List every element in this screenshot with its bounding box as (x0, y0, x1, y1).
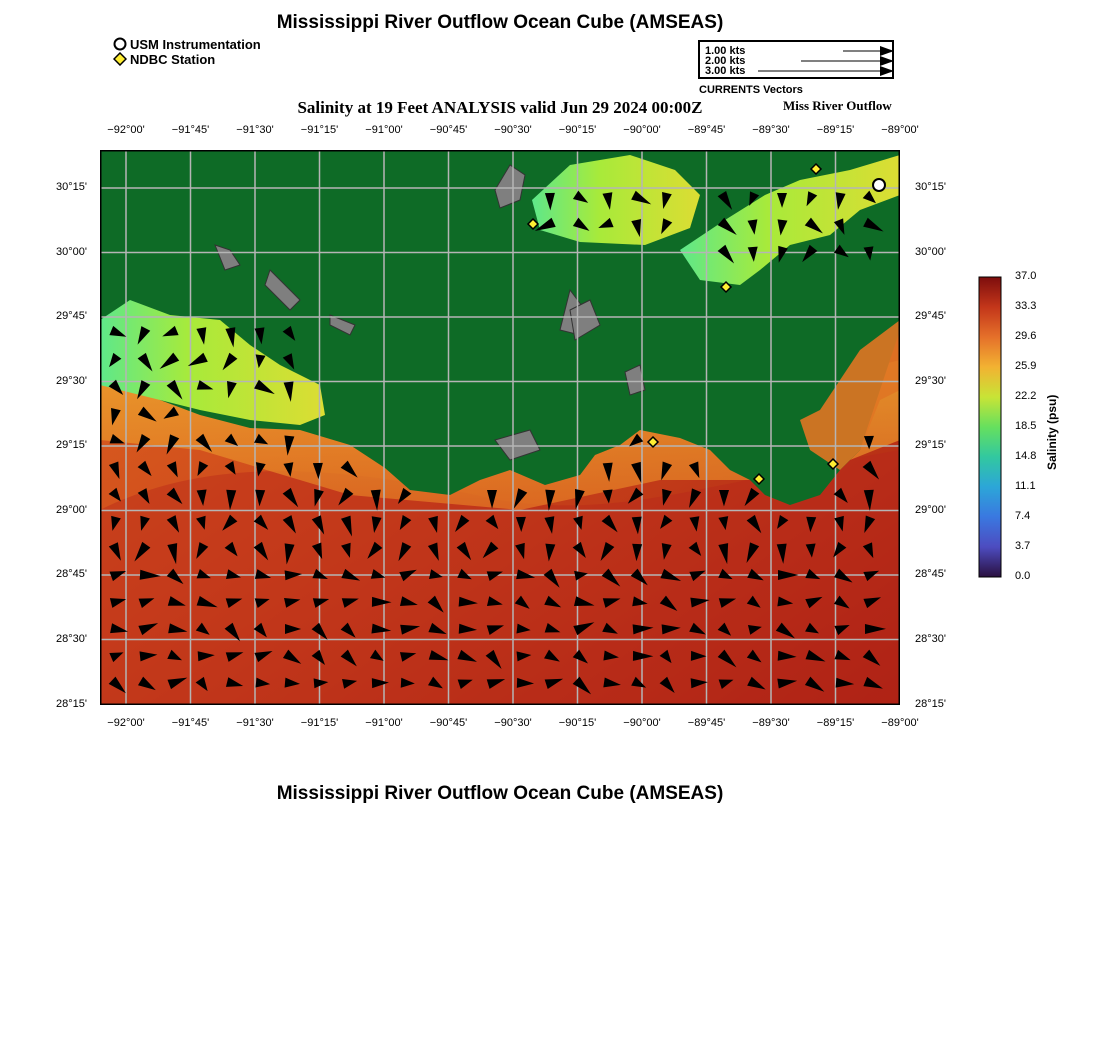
x-tick-label: −89°30' (752, 124, 790, 136)
x-tick-label: −91°15' (300, 717, 339, 729)
colorbar-tick-label: 11.1 (1015, 480, 1036, 492)
x-tick-label: −90°30' (494, 717, 532, 729)
legend-usm (113, 37, 261, 53)
vector-scale-1: 1.00 kts (705, 45, 746, 57)
x-tick-label: −90°15' (558, 124, 597, 136)
salinity-colorbar (978, 276, 1002, 578)
y-tick-label: 30°15' (915, 181, 946, 193)
colorbar-title: Salinity (psu) (1045, 394, 1059, 470)
y-tick-label: 30°00' (56, 245, 87, 258)
x-tick-label: −89°15' (816, 717, 855, 729)
y-tick-label: 29°45' (56, 310, 87, 322)
x-tick-label: −90°45' (429, 124, 468, 136)
colorbar-tick-label: 37.0 (1015, 270, 1037, 282)
y-tick-label: 28°15' (915, 698, 946, 710)
y-tick-label: 30°15' (56, 181, 87, 193)
colorbar-tick-label: 29.6 (1015, 330, 1037, 342)
ndbc-diamond-icon (113, 52, 127, 66)
x-tick-label: −89°45' (687, 124, 726, 136)
x-tick-label: −90°45' (429, 717, 468, 729)
colorbar-tick-label: 22.2 (1015, 390, 1037, 402)
x-tick-label: −91°15' (300, 124, 339, 136)
y-tick-label: 29°00' (56, 503, 87, 516)
x-tick-label: −90°30' (494, 124, 532, 136)
x-tick-label: −91°30' (236, 124, 274, 136)
legend-usm-label: USM Instrumentation (130, 37, 261, 52)
y-tick-label: 28°15' (56, 698, 87, 710)
page-title-bottom: Mississippi River Outflow Ocean Cube (AMSEAS) (276, 783, 724, 804)
usm-circle-icon (113, 37, 127, 51)
x-tick-label: −89°30' (752, 717, 790, 729)
x-tick-label: −92°00' (107, 717, 145, 729)
legend-ndbc-label: NDBC Station (130, 52, 216, 67)
x-tick-label: −89°45' (687, 717, 726, 729)
region-label: Miss River Outflow (783, 98, 892, 113)
salinity-map (100, 150, 900, 705)
colorbar-tick-label: 7.4 (1015, 510, 1031, 522)
y-tick-label: 28°45' (915, 568, 946, 580)
y-tick-label: 30°00' (915, 245, 946, 258)
map-subtitle: Salinity at 19 Feet ANALYSIS valid Jun 29 2024 00:00Z (297, 98, 703, 117)
vector-scale-2: 2.00 kts (705, 55, 746, 67)
y-tick-label: 29°45' (915, 310, 946, 322)
x-tick-label: −91°45' (171, 124, 210, 136)
y-tick-label: 29°15' (56, 439, 87, 451)
y-tick-label: 28°30' (56, 632, 87, 645)
x-tick-label: −90°15' (558, 717, 597, 729)
x-tick-label: −92°00' (107, 124, 145, 136)
vector-scale-3: 3.00 kts (705, 65, 746, 77)
colorbar-tick-label: 0.0 (1015, 570, 1031, 582)
x-tick-label: −89°00' (881, 717, 919, 729)
vector-scale-title: CURRENTS Vectors (699, 84, 803, 96)
colorbar-tick-label: 3.7 (1015, 540, 1031, 552)
x-tick-label: −91°30' (236, 717, 274, 729)
colorbar-tick-label: 25.9 (1015, 360, 1037, 372)
y-tick-label: 28°30' (915, 632, 946, 645)
y-tick-label: 29°15' (915, 439, 946, 451)
colorbar-tick-label: 33.3 (1015, 300, 1037, 312)
legend-ndbc (113, 52, 215, 68)
colorbar-tick-label: 18.5 (1015, 420, 1037, 432)
x-tick-label: −90°00' (623, 717, 661, 729)
y-tick-label: 29°00' (915, 503, 946, 516)
page-title: Mississippi River Outflow Ocean Cube (AMSEAS) (276, 12, 724, 33)
vector-scale-arrows (700, 42, 892, 77)
colorbar-tick-label: 14.8 (1015, 450, 1037, 462)
x-tick-label: −91°45' (171, 717, 210, 729)
x-tick-label: −90°00' (623, 124, 661, 136)
vector-scale-box (698, 40, 894, 79)
y-tick-label: 28°45' (56, 568, 87, 580)
y-tick-label: 29°30' (56, 374, 87, 387)
x-tick-label: −89°15' (816, 124, 855, 136)
y-tick-label: 29°30' (915, 374, 946, 387)
x-tick-label: −89°00' (881, 124, 919, 136)
x-tick-label: −91°00' (365, 124, 403, 136)
usm-station-marker (873, 179, 885, 191)
x-tick-label: −91°00' (365, 717, 403, 729)
